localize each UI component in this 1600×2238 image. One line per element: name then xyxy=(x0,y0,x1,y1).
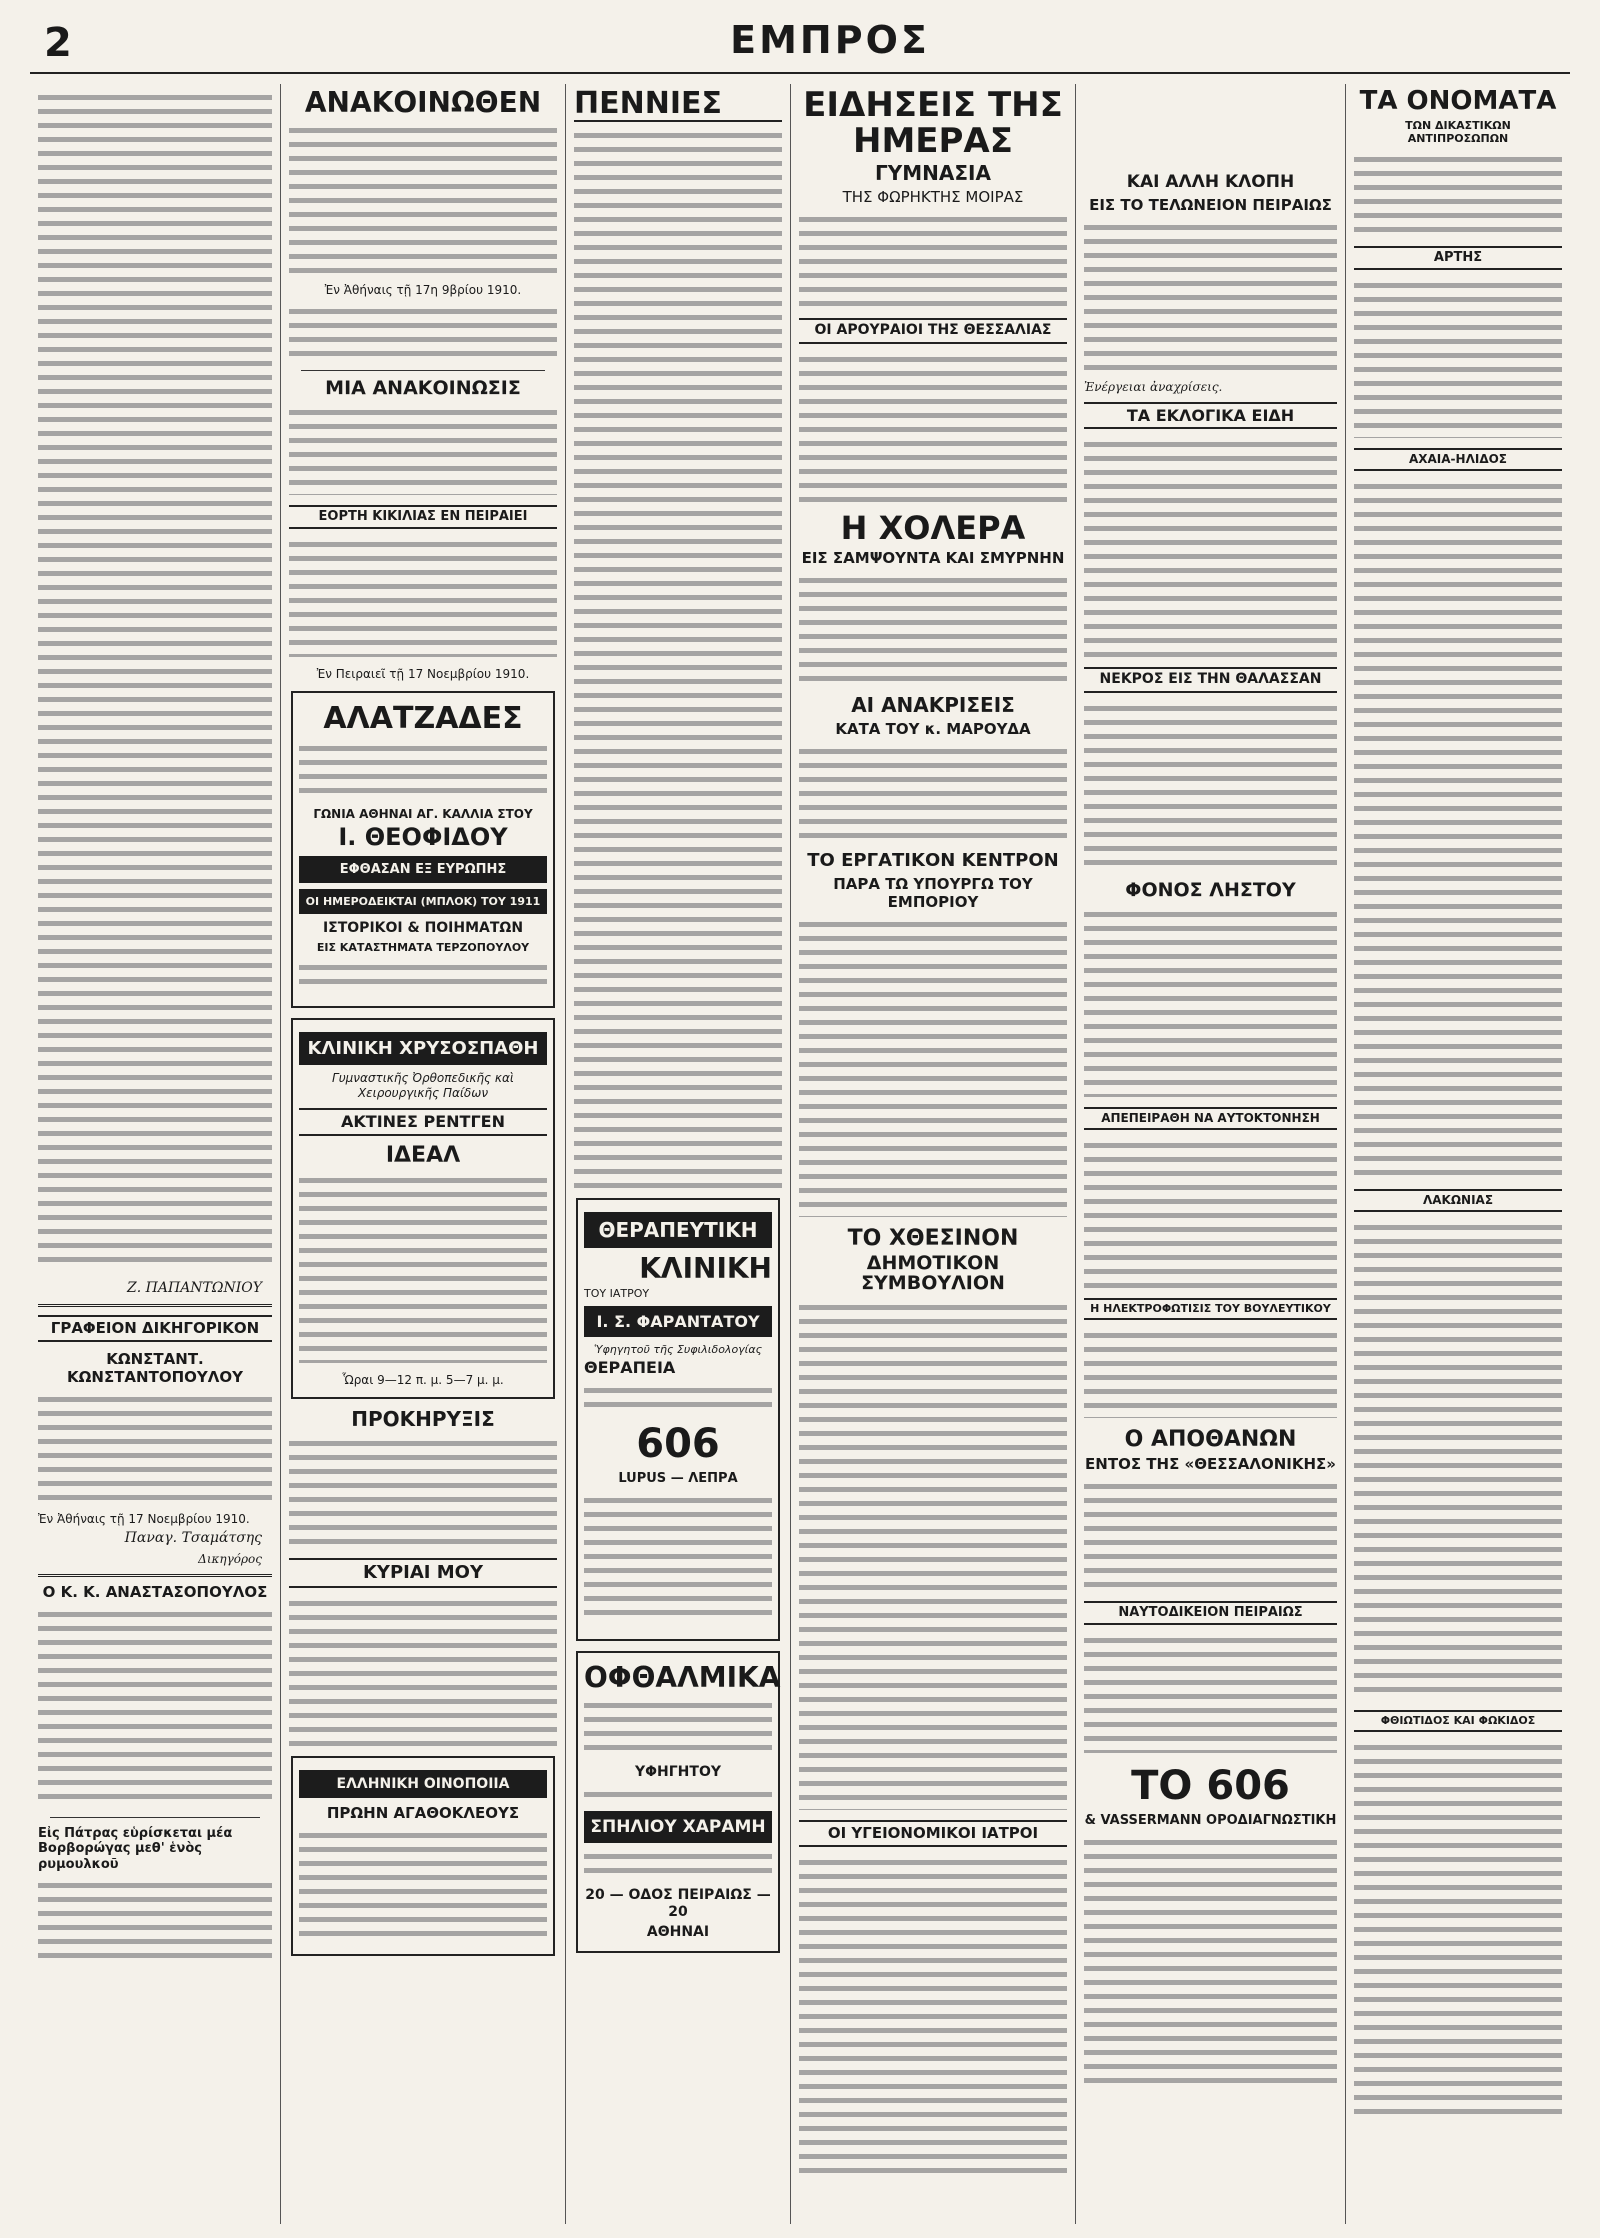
column-1 xyxy=(30,84,280,2224)
divider xyxy=(38,1574,272,1577)
law-office-text xyxy=(38,1392,272,1502)
lakonia-text xyxy=(1354,1220,1562,1700)
doctor-closing: Εἰς Πάτρας εὑρίσκεται μέα Βορβορώγας μεθ' ἑνὸς ρυμουλκοῦ xyxy=(38,1825,233,1872)
pennies-text xyxy=(574,128,782,1188)
paper-name: ΕΜΠΡΟΣ xyxy=(730,18,930,62)
therapy-heading-2: ΚΛΙΝΙΚΗ xyxy=(639,1251,772,1285)
divider xyxy=(301,370,545,371)
region-achaia: ΑΧΑΙΑ-ΗΛΙΔΟΣ xyxy=(1354,448,1562,471)
deceased-heading: Ο ΑΠΟΘΑΝΩΝ xyxy=(1124,1427,1297,1453)
festival-date: Ἐν Πειραιεῖ τῇ 17 Νοεμβρίου 1910. xyxy=(316,667,530,682)
law-office-signer-title: Δικηγόρος xyxy=(198,1551,262,1566)
column-5 xyxy=(1075,84,1345,2224)
theft-heading: ΚΑΙ ΑΛΛΗ ΚΛΟΠΗ xyxy=(1126,172,1295,192)
exports-text xyxy=(1084,437,1337,657)
clinic-heading: ΚΛΙΝΙΚΗ ΧΡΥΣΟΣΠΑΘΗ xyxy=(299,1032,547,1065)
therapy-number: 606 xyxy=(636,1421,720,1468)
piraeus-text xyxy=(1084,1633,1337,1753)
drowned-text xyxy=(1084,701,1337,871)
announcement-names xyxy=(289,304,557,360)
inquiries-sub: ΚΑΤΑ ΤΟΥ κ. ΜΑΡΟΥΔΑ xyxy=(835,720,1031,739)
almanac-sub: ΙΣΤΟΡΙΚΟΙ & ΠΟΙΗΜΑΤΩΝ xyxy=(322,920,524,937)
eye-text-3 xyxy=(584,1849,772,1877)
eye-heading: ΟΦΘΑΛΜΙΚΑ xyxy=(584,1660,781,1694)
eye-ad xyxy=(576,1651,780,1954)
ladies-text xyxy=(289,1596,557,1746)
clinic-ad xyxy=(291,1018,555,1399)
therapy-text xyxy=(584,1383,772,1411)
eye-text xyxy=(584,1698,772,1754)
ad-606-number: ΤΟ 606 xyxy=(1131,1763,1290,1810)
drowned-heading: ΝΕΚΡΟΣ ΕΙΣ ΤΗΝ ΘΑΛΑΣΣΑΝ xyxy=(1084,667,1337,692)
almanac-text xyxy=(299,741,547,797)
almanac-seller: Ι. ΘΕΟΦΙΔΟΥ xyxy=(338,823,508,852)
announcement-heading: ΑΝΑΚΟΙΝΩΘΕΝ xyxy=(304,86,542,119)
divider xyxy=(50,1817,260,1818)
ad-606-text xyxy=(1084,1835,1337,2085)
therapy-heading: ΘΕΡΑΠΕΥΤΙΚΗ xyxy=(584,1212,772,1248)
eye-address: 20 — ΟΔΟΣ ΠΕΙΡΑΙΩΣ — 20 xyxy=(585,1886,771,1920)
doctor-text xyxy=(38,1607,272,1807)
announcement-text xyxy=(289,123,557,273)
gymnasia-heading: ΓΥΜΝΑΣΙΑ xyxy=(875,161,991,186)
column-2 xyxy=(280,84,565,2224)
council-heading: ΤΟ ΧΘΕΣΙΝΟΝ xyxy=(847,1226,1019,1252)
column-6 xyxy=(1345,84,1570,2224)
therapy-label: ΘΕΡΑΠΕΙΑ xyxy=(584,1358,676,1378)
wine-text xyxy=(299,1828,547,1938)
almanac-corner: ΓΩΝΙΑ ΑΘΗΝΑΙ ΑΓ. ΚΑΛΛΙΑ ΣΤΟΥ xyxy=(313,806,533,821)
suicide-heading: ΑΠΕΠΕΙΡΑΘΗ ΝΑ ΑΥΤΟΚΤΟΝΗΣΗ xyxy=(1084,1107,1337,1130)
masthead xyxy=(30,12,1570,74)
gymnasia-text xyxy=(799,212,1067,308)
law-office-date: Ἐν Ἀθήναις τῇ 17 Νοεμβρίου 1910. xyxy=(38,1511,250,1526)
region-lakonia: ΛΑΚΩΝΙΑΣ xyxy=(1354,1189,1562,1212)
gymnasia-sub: ΤΗΣ ΦΩΡΗΚΤΗΣ ΜΟΙΡΑΣ xyxy=(842,188,1024,207)
wine-ad xyxy=(291,1756,555,1956)
theft-signature: Ἐνέργειαι ἀναχρίσεις. xyxy=(1084,379,1223,394)
clinic-hours: Ὧραι 9—12 π. μ. 5—7 μ. μ. xyxy=(342,1372,504,1387)
cholera-heading: Η ΧΟΛΕΡΑ xyxy=(840,508,1026,547)
arta-text xyxy=(1354,278,1562,438)
doctors-heading: ΟΙ ΥΓΕΙΟΝΟΜΙΚΟΙ ΙΑΤΡΟΙ xyxy=(799,1820,1067,1847)
theft-text xyxy=(1084,220,1337,370)
ladies-heading: ΚΥΡΙΑΙ ΜΟΥ xyxy=(289,1558,557,1588)
therapy-ad xyxy=(576,1198,780,1641)
therapy-specialty: Ὑφηγητοῦ τῆς Συφιλιδολογίας xyxy=(593,1343,763,1357)
article-signature: Ζ. ΠΑΠΑΝΤΩΝΙΟΥ xyxy=(127,1280,262,1296)
therapy-doctor-prefix: ΤΟΥ ΙΑΤΡΟΥ xyxy=(584,1286,650,1300)
arouraioi-heading: ΟΙ ΑΡΟΥΡΑΙΟΙ ΤΗΣ ΘΕΣΣΑΛΙΑΣ xyxy=(799,318,1067,343)
arouraioi-text xyxy=(799,352,1067,502)
therapy-doctor: Ι. Σ. ΦΑΡΑΝΤΑΤΟΥ xyxy=(584,1306,772,1337)
names-sub: ΤΩΝ ΔΙΚΑΣΤΙΚΩΝ ΑΝΤΙΠΡΟΣΩΠΩΝ xyxy=(1405,119,1511,146)
deceased-text xyxy=(1084,1479,1337,1591)
inquiries-heading: ΑΙ ΑΝΑΚΡΙΣΕΙΣ xyxy=(851,693,1015,718)
proclamation-text xyxy=(289,1436,557,1548)
article-text xyxy=(38,90,272,1270)
eye-text-2 xyxy=(584,1787,772,1801)
law-office-signer: Παναγ. Τσαμάτσης xyxy=(124,1529,262,1546)
doctors-text xyxy=(799,1855,1067,2175)
pennies-heading: ΠΕΝΝΙΕΣ xyxy=(574,88,782,122)
eye-city: ΑΘΗΝΑΙ xyxy=(646,1924,710,1941)
piraeus-heading: ΝΑΥΤΟΔΙΚΕΙΟΝ ΠΕΙΡΑΙΩΣ xyxy=(1084,1601,1337,1625)
labor-heading: ΤΟ ΕΡΓΑΤΙΚΟΝ ΚΕΝΤΡΟΝ xyxy=(807,850,1059,872)
fthiotida-text xyxy=(1354,1740,1562,2120)
inquiries-text xyxy=(799,744,1067,842)
council-sub: ΔΗΜΟΤΙΚΟΝ ΣΥΜΒΟΥΛΙΟΝ xyxy=(861,1252,1005,1295)
labor-text xyxy=(799,917,1067,1217)
eye-doctor: ΣΠΗΛΙΟΥ ΧΑΡΑΜΗ xyxy=(584,1811,772,1843)
wine-heading: ΕΛΛΗΝΙΚΗ ΟΙΝΟΠΟΙΙΑ xyxy=(299,1770,547,1798)
murder-text xyxy=(1084,907,1337,1097)
clinic-xray: ΑΚΤΙΝΕΣ ΡΕΝΤΓΕΝ xyxy=(299,1108,547,1136)
electric-text xyxy=(1084,1328,1337,1418)
wine-name: ΠΡΩΗΝ ΑΓΑΘΟΚΛΕΟΥΣ xyxy=(326,1804,520,1823)
law-office-heading: ΓΡΑΦΕΙΟΝ ΔΙΚΗΓΟΡΙΚΟΝ xyxy=(38,1315,272,1342)
almanac-ad xyxy=(291,691,555,1008)
eye-lecturer: ΥΦΗΓΗΤΟΥ xyxy=(635,1764,721,1781)
therapy-lupus: LUPUS — ΛΕΠΡΑ xyxy=(618,1471,738,1487)
festival-text xyxy=(289,537,557,657)
almanac-calendar: ΟΙ ΗΜΕΡΟΔΕΙΚΤΑΙ (ΜΠΛΟΚ) ΤΟΥ 1911 xyxy=(299,889,547,914)
region-arta: ΑΡΤΗΣ xyxy=(1354,246,1562,270)
ad-606-name: & VASSERMANN ΟΡΟΔΙΑΓΝΩΣΤΙΚΗ xyxy=(1084,1813,1337,1829)
suicide-text xyxy=(1084,1138,1337,1288)
almanac-europe: ΕΦΘΑΣΑΝ ΕΞ ΕΥΡΩΠΗΣ xyxy=(299,856,547,883)
region-fthiotida: ΦΘΙΩΤΙΔΟΣ ΚΑΙ ΦΩΚΙΔΟΣ xyxy=(1354,1710,1562,1732)
notice-text xyxy=(289,405,557,495)
divider xyxy=(38,1304,272,1307)
notice-heading: ΜΙΑ ΑΝΑΚΟΙΝΩΣΙΣ xyxy=(325,376,521,399)
festival-heading: ΕΟΡΤΗ ΚΙΚΙΛΙΑΣ ΕΝ ΠΕΙΡΑΙΕΙ xyxy=(289,505,557,529)
exports-heading: ΤΑ ΕΚΛΟΓΙΚΑ ΕΙΔΗ xyxy=(1084,402,1337,430)
column-4 xyxy=(790,84,1075,2224)
names-intro xyxy=(1354,152,1562,236)
council-text xyxy=(799,1300,1067,1810)
almanac-heading: ΑΛΑΤΖΑΔΕΣ xyxy=(323,701,523,737)
clinic-specialty: Γυμναστικῆς Ὀρθοπεδικῆς καὶ Χειρουργικῆς Παίδων xyxy=(332,1071,514,1100)
clinic-text xyxy=(299,1173,547,1363)
column-3 xyxy=(565,84,790,2224)
announcement-date: Ἐν Ἀθήναις τῇ 17η 9βρίου 1910. xyxy=(324,283,522,298)
deceased-sub: ΕΝΤΟΣ ΤΗΣ «ΘΕΣΣΑΛΟΝΙΚΗΣ» xyxy=(1085,1455,1336,1474)
cholera-text xyxy=(799,573,1067,685)
labor-sub: ΠΑΡΑ ΤΩ ΥΠΟΥΡΓΩ ΤΟΥ ΕΜΠΟΡΙΟΥ xyxy=(833,875,1033,912)
murder-heading: ΦΟΝΟΣ ΛΗΣΤΟΥ xyxy=(1125,878,1296,901)
names-heading: ΤΑ ΟΝΟΜΑΤΑ xyxy=(1359,86,1557,116)
achaia-text xyxy=(1354,479,1562,1179)
cholera-sub: ΕΙΣ ΣΑΜΨΟΥΝΤΑ ΚΑΙ ΣΜΥΡΝΗΝ xyxy=(801,549,1065,568)
closing-text xyxy=(38,1878,272,1958)
almanac-shops: ΕΙΣ ΚΑΤΑΣΤΗΜΑΤΑ ΤΕΡΖΟΠΟΥΛΟΥ xyxy=(316,941,530,955)
clinic-brand: ΙΔΕΑΛ xyxy=(385,1142,461,1168)
electric-heading: Η ΗΛΕΚΤΡΟΦΩΤΙΣΙΣ ΤΟΥ ΒΟΥΛΕΥΤΙΚΟΥ xyxy=(1084,1298,1337,1320)
almanac-address xyxy=(299,960,547,990)
therapy-more xyxy=(584,1493,772,1623)
doctor-heading: Ο Κ. Κ. ΑΝΑΣΤΑΣΟΠΟΥΛΟΣ xyxy=(42,1582,268,1601)
proclamation-heading: ΠΡΟΚΗΡΥΞΙΣ xyxy=(351,1407,495,1432)
page-number: 2 xyxy=(44,20,72,66)
law-office-name: ΚΩΝΣΤΑΝΤ. ΚΩΝΣΤΑΝΤΟΠΟΥΛΟΥ xyxy=(67,1349,243,1386)
news-main-heading: ΕΙΔΗΣΕΙΣ ΤΗΣ ΗΜΕΡΑΣ xyxy=(803,85,1063,161)
theft-sub: ΕΙΣ ΤΟ ΤΕΛΩΝΕΙΟΝ ΠΕΙΡΑΙΩΣ xyxy=(1089,195,1332,214)
